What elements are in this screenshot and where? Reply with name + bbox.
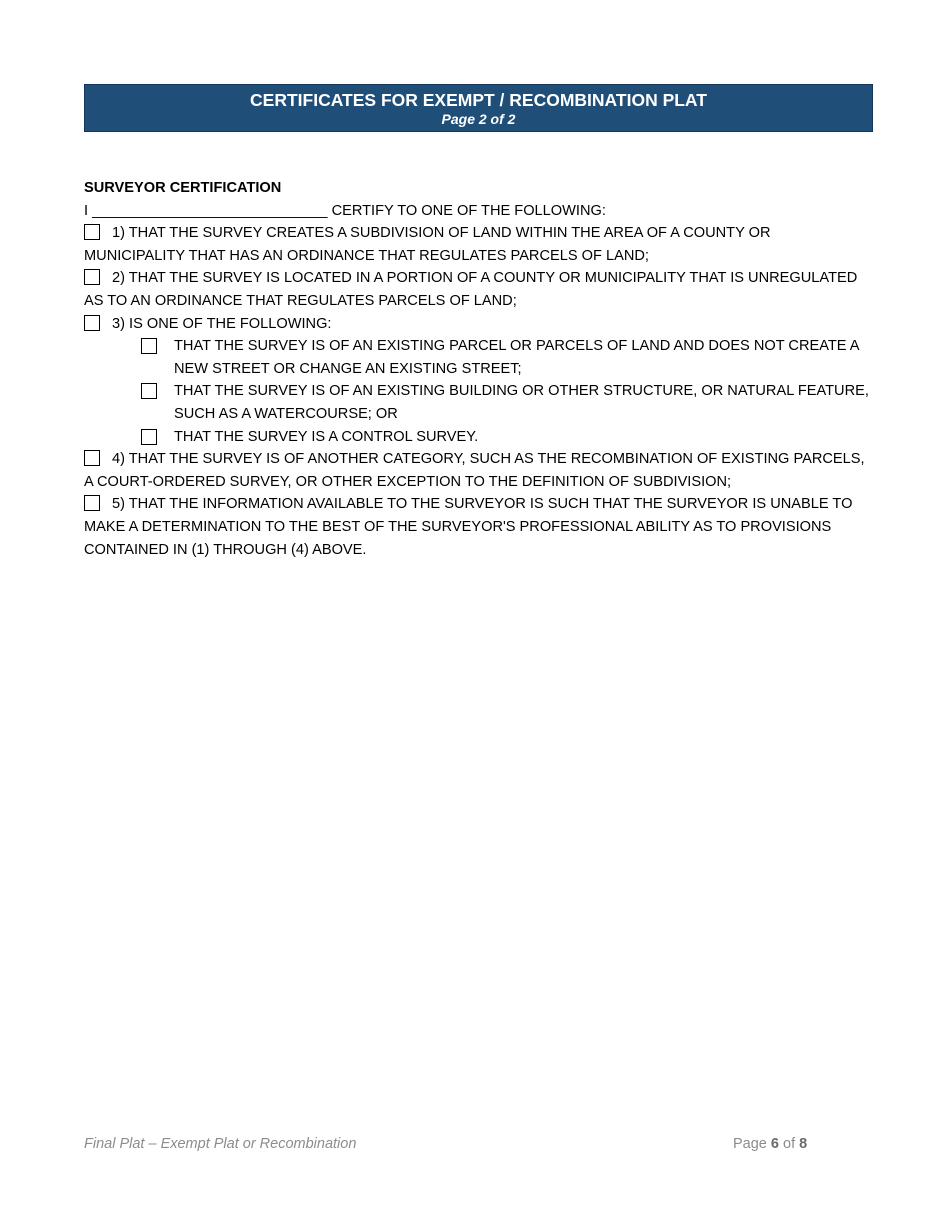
header-band <box>84 84 873 132</box>
page-subtitle: Page 2 of 2 <box>441 111 516 127</box>
option-5-text: 5) THAT THE INFORMATION AVAILABLE TO THE SURVEYOR IS SUCH THAT THE SURVEYOR IS UNABLE TO MAKE A DETERMINATION TO THE BEST OF THE SURVEYOR'S PROFESSIONAL ABILITY AS TO PROVISIONS CONTAINED IN (1) THROUGH (4) ABOVE. <box>84 496 853 558</box>
surveyor-certification-section <box>84 177 874 561</box>
option-item-3 <box>84 313 874 336</box>
footer-page-label: Page <box>733 1136 767 1152</box>
footer-page-number <box>733 1136 807 1152</box>
option-2-text: 2) THAT THE SURVEY IS LOCATED IN A PORTION OF A COUNTY OR MUNICIPALITY THAT IS UNREGULATED AS TO AN ORDINANCE THAT REGULATES PARCELS OF LAND; <box>84 270 858 309</box>
footer-page-current: 6 <box>770 1136 779 1152</box>
option-4-checkbox[interactable] <box>84 450 100 466</box>
suboption-a-checkbox[interactable] <box>141 338 157 354</box>
option-item-1 <box>84 222 874 267</box>
suboption-item-a <box>84 335 874 380</box>
suboption-b-text: THAT THE SURVEY IS OF AN EXISTING BUILDING OR OTHER STRUCTURE, OR NATURAL FEATURE, SUCH AS A WATERCOURSE; OR <box>174 383 869 422</box>
suboption-a-text: THAT THE SURVEY IS OF AN EXISTING PARCEL OR PARCELS OF LAND AND DOES NOT CREATE A NEW STREET OR CHANGE AN EXISTING STREET; <box>174 338 859 377</box>
suboption-item-c <box>84 426 874 449</box>
certify-line <box>84 200 874 223</box>
option-3-checkbox[interactable] <box>84 315 100 331</box>
suboption-c-text: THAT THE SURVEY IS A CONTROL SURVEY. <box>174 428 479 445</box>
surveyor-name-blank[interactable]: _____________________________ <box>92 202 328 219</box>
option-1-checkbox[interactable] <box>84 224 100 240</box>
suboption-item-b <box>84 380 874 425</box>
option-item-5 <box>84 493 874 561</box>
option-item-4 <box>84 448 874 493</box>
intro-prefix: I <box>84 202 89 219</box>
footer-document-name: Final Plat – Exempt Plat or Recombination <box>84 1136 357 1152</box>
option-item-2 <box>84 267 874 312</box>
suboption-b-checkbox[interactable] <box>141 383 157 399</box>
option-5-checkbox[interactable] <box>84 495 100 511</box>
section-title: SURVEYOR CERTIFICATION <box>84 180 282 196</box>
intro-suffix: CERTIFY TO ONE OF THE FOLLOWING: <box>331 202 606 219</box>
footer-page-total: 8 <box>799 1136 808 1152</box>
footer-page-of: of <box>783 1136 796 1152</box>
option-1-text: 1) THAT THE SURVEY CREATES A SUBDIVISION OF LAND WITHIN THE AREA OF A COUNTY OR MUNICIPALITY THAT HAS AN ORDINANCE THAT REGULATES PARCELS OF LAND; <box>84 225 771 264</box>
suboption-c-checkbox[interactable] <box>141 429 157 445</box>
option-2-checkbox[interactable] <box>84 269 100 285</box>
option-3-text: 3) IS ONE OF THE FOLLOWING: <box>112 315 332 332</box>
option-4-text: 4) THAT THE SURVEY IS OF ANOTHER CATEGORY, SUCH AS THE RECOMBINATION OF EXISTING PARCELS, A COURT-ORDERED SURVEY, OR OTHER EXCEPTION TO THE DEFINITION OF SUBDIVISION; <box>84 451 865 490</box>
page-title: CERTIFICATES FOR EXEMPT / RECOMBINATION PLAT <box>250 90 707 110</box>
